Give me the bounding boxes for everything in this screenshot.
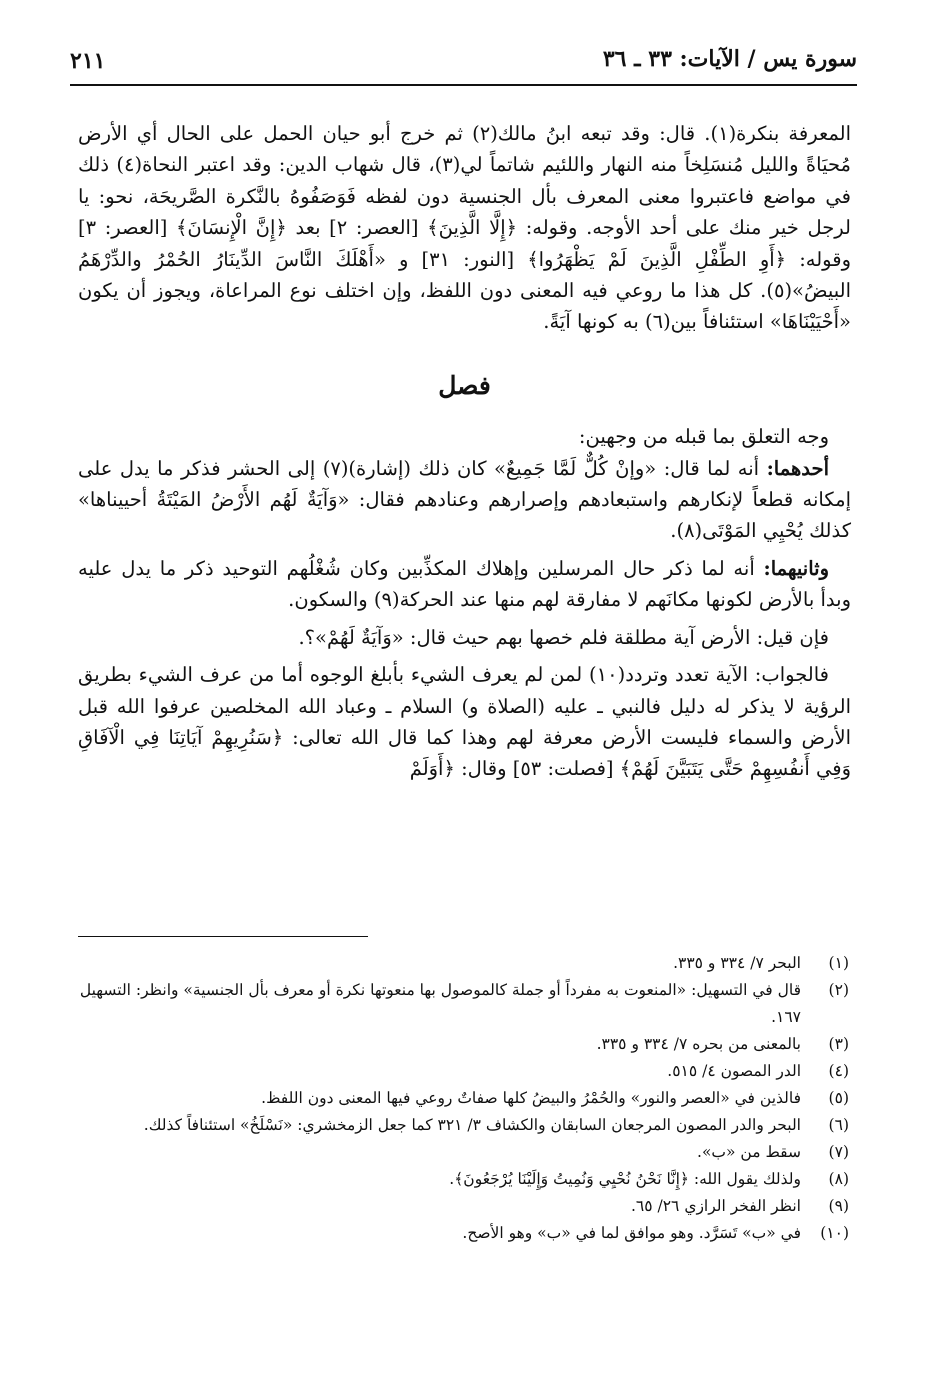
first-text: أنه لما قال: «وإنْ كُلٌّ لَمَّا جَمِيعٌ» كان ذلك (إشارة)(٧) إلى الحشر فذكر ما يدل على إمكانه قطعاً لإنكارهم واستبعادهم وإصرارهم وعنادهم فقال: «وَآيَةٌ لَهُم الأَرْضُ المَيْتَةُ أحييناها» كذلك يُحْيِي المَوْتَى(٨). [78, 456, 851, 543]
paragraph-intro: المعرفة بنكرة(١). قال: وقد تبعه ابنُ مالك(٢) ثم خرج أبو حيان الحمل على الحال أي الأرض مُحيَاةً والليل مُنسَلِخاً منه النهار واللئيم شاتماً لي(٣)، قال شهاب الدين: وقد اعتبر النحاة(٤) ذلك في مواضع فاعتبروا معنى المعرف بأل الجنسية دون لفظه فَوَصَفُوهُ بالنَّكرة الصَّريحَة، نحو: يا لرجل خير منك على أحد الأوجه. وقوله: ﴿إِلَّا الَّذِينَ﴾ [العصر: ٢] بعد ﴿إِنَّ الْإِنسَانَ﴾ [العصر: ٣] وقوله: ﴿أَوِ الطِّفْلِ الَّذِينَ لَمْ يَظْهَرُوا﴾ [النور: ٣١] و «أَهْلَكَ النَّاسَ الدِّينَارُ الحُمْرُ والدِّرْهَمُ البيضُ»(٥). كل هذا ما روعي فيه المعنى دون اللفظ، وإن اختلف نوع المراعاة، ويجوز أن يكون «أَحْيَيْنَاهَا» استئنافاً بين(٦) به كونها آيَةً. [78, 122, 851, 334]
footnote-number: (٦) [828, 1116, 849, 1134]
footnote-item [78, 1220, 849, 1247]
footnote-number: (٩) [828, 1197, 849, 1215]
footnote-item [78, 950, 849, 977]
footnote-number: (١٠) [820, 1224, 849, 1242]
footnote-number: (٧) [828, 1143, 849, 1161]
footnote-text: سقط من «ب». [697, 1143, 801, 1161]
paragraph-first [78, 453, 851, 547]
footnote-item [78, 1193, 849, 1220]
footnote-text: بالمعنى من بحره ٧/ ٣٣٤ و ٣٣٥. [596, 1035, 801, 1053]
footnote-text: البحر ٧/ ٣٣٤ و ٣٣٥. [673, 954, 801, 972]
footnote-item [78, 1058, 849, 1085]
footnote-item [78, 1031, 849, 1058]
second-label: وثانيهما: [763, 556, 830, 580]
footnote-number: (١) [828, 954, 849, 972]
main-text [78, 118, 851, 785]
footnote-rule [78, 936, 368, 937]
second-text: أنه لما ذكر حال المرسلين وإهلاك المكذِّبين وكان شُغْلُهم التوحيد ذكر ما يدل عليه وبدأ بالأرض لكونها مكانَهم لا مفارقة لهم منها عند الحركة(٩) والسكون. [78, 556, 851, 612]
footnote-number: (٥) [828, 1089, 849, 1107]
footnote-item [78, 1085, 849, 1112]
footnote-number: (٣) [828, 1035, 849, 1053]
footnote-number: (٢) [828, 981, 849, 999]
footnotes [78, 950, 849, 1247]
footnote-item [78, 977, 849, 1031]
header-rule [70, 84, 857, 86]
section-heading: فصل [438, 370, 491, 400]
footnote-text: قال في التسهيل: «المنعوت به مفرداً أو جملة كالموصول بها منعوتها نكرة أو معرف بأل الجنسية» وانظر: التسهيل ١٦٧. [79, 981, 801, 1026]
paragraph-second [78, 553, 851, 616]
footnote-item [78, 1166, 849, 1193]
paragraph-question: فإن قيل: الأرض آية مطلقة فلم خصها بهم حيث قال: «وَآيَةٌ لَهُمْ»؟. [298, 625, 829, 649]
page-number: ٢١١ [70, 48, 106, 74]
page-header [70, 40, 857, 86]
first-label: أحدهما: [766, 456, 829, 480]
paragraph-relation: وجه التعلق بما قبله من وجهين: [578, 425, 829, 449]
footnote-text: انظر الفخر الرازي ٢٦/ ٦٥. [630, 1197, 801, 1215]
running-title: سورة يس / الآيات: ٣٣ ـ ٣٦ [602, 46, 857, 72]
footnote-text: في «ب» تَسَرَّد. وهو موافق لما في «ب» وهو الأصح. [462, 1224, 801, 1242]
footnote-number: (٨) [828, 1170, 849, 1188]
footnote-text: ولذلك يقول الله: ﴿إِنَّا نَحْنُ نُحْيِي وَنُمِيتُ وَإِلَيْنَا يُرْجَعُونَ﴾. [449, 1170, 801, 1188]
footnote-text: البحر والدر المصون المرجعان السابقان والكشاف ٣/ ٣٢١ كما جعل الزمخشري: «نَسْلَخُ» استئنافاً كذلك. [143, 1116, 801, 1134]
footnote-item [78, 1139, 849, 1166]
footnote-number: (٤) [828, 1062, 849, 1080]
paragraph-answer: فالجواب: الآية تعدد وتردد(١٠) لمن لم يعرف الشيء بأبلغ الوجوه أما من عرف الشيء بطريق الرؤية لا يذكر له دليل فالنبي ـ عليه (الصلاة و) السلام ـ وعباد الله المخلصين عرفوا الله قبل الأرض والسماء فليست الأرض معرفة لهم وهذا كما قال الله تعالى: ﴿سَنُرِيهِمْ آيَاتِنَا فِي الْآفَاقِ وَفِي أَنفُسِهِمْ حَتَّى يَتَبَيَّنَ لَهُمْ﴾ [فصلت: ٥٣] وقال: ﴿أَوَلَمْ [78, 663, 851, 781]
footnote-text: الدر المصون ٤/ ٥١٥. [667, 1062, 801, 1080]
footnote-item [78, 1112, 849, 1139]
footnote-text: فالذين في «العصر والنور» والحُمْرُ والبيضُ كلها صفاتٌ روعي فيها المعنى دون اللفظ. [261, 1089, 801, 1107]
